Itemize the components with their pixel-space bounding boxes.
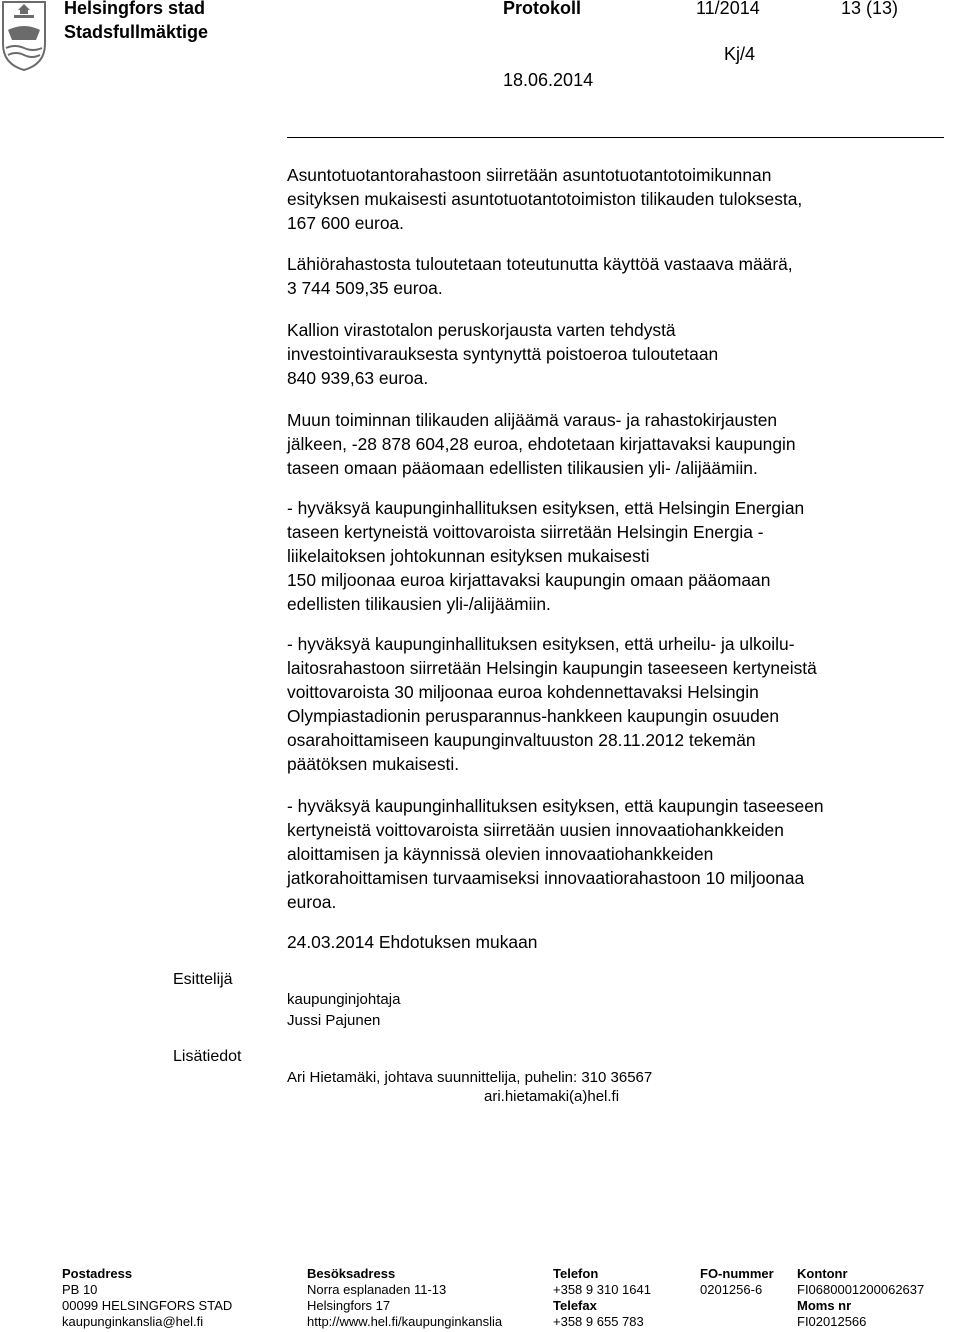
doc-number: 11/2014: [696, 0, 760, 18]
footer-text: 00099 HELSINGFORS STAD: [62, 1298, 233, 1313]
paragraph-kallio: [287, 318, 927, 390]
page-number: 13 (13): [841, 0, 899, 18]
text-line: osarahoittamiseen kaupunginvaltuuston 28.11.2012 tekemän: [287, 730, 756, 750]
footer-heading: Besöksadress: [307, 1266, 396, 1281]
text-line: 150 miljoonaa euroa kirjattavaksi kaupungin omaan pääomaan: [287, 570, 771, 590]
org-body: Stadsfullmäktige: [64, 22, 209, 42]
presenter-title: kaupunginjohtaja: [287, 991, 401, 1008]
footer-web-link[interactable]: http://www.hel.fi/kaupunginkanslia: [307, 1314, 503, 1329]
text-line: taseen omaan pääomaan edellisten tilikausien yli- /alijäämiin.: [287, 458, 758, 478]
case-ref: Kj/4: [724, 44, 756, 64]
paragraph-housing-fund: [287, 163, 927, 235]
text-line: laitosrahastoon siirretään Helsingin kaupungin taseeseen kertyneistä: [287, 658, 817, 678]
footer-text: FI0680001200062637: [797, 1282, 925, 1297]
decision-date: [287, 930, 927, 954]
footer-heading: Kontonr: [797, 1266, 848, 1281]
footer-postal: [62, 1266, 232, 1330]
footer-text: 0201256-6: [700, 1282, 763, 1297]
header-divider: [287, 137, 944, 138]
footer-fo: [700, 1266, 774, 1298]
footer-heading: Moms nr: [797, 1298, 852, 1313]
text-line: Lähiörahastosta tuloutetaan toteutunutta käyttöä vastaava määrä,: [287, 254, 793, 274]
text-line: voittovaroista 30 miljoonaa euroa kohdennettavaksi Helsingin: [287, 682, 759, 702]
presenter-name: Jussi Pajunen: [287, 1012, 381, 1029]
text-line: 840 939,63 euroa.: [287, 368, 429, 388]
footer-visit: [307, 1266, 502, 1330]
more-info-label: Lisätiedot: [173, 1048, 242, 1065]
footer-account: [797, 1266, 924, 1330]
text-line: taseen kertyneistä voittovaroista siirretään Helsingin Energia -: [287, 522, 764, 542]
text-line: kertyneistä voittovaroista siirretään uusien innovaatiohankkeiden: [287, 820, 784, 840]
text-line: esityksen mukaisesti asuntotuotantotoimiston tilikauden tuloksesta,: [287, 189, 803, 209]
helsinki-crest-icon: [0, 0, 48, 72]
footer-heading: FO-nummer: [700, 1266, 774, 1281]
paragraph-stadium: [287, 632, 927, 776]
text-line: jatkorahoittamisen turvaamiseksi innovaatiorahastoon 10 miljoonaa: [287, 868, 805, 888]
text-line: euroa.: [287, 892, 337, 912]
text-line: - hyväksyä kaupunginhallituksen esityksen, että Helsingin Energian: [287, 498, 805, 518]
footer-text: PB 10: [62, 1282, 98, 1297]
text-line: aloittamisen ja käynnissä olevien innovaatiohankkeiden: [287, 844, 714, 864]
text-line: päätöksen mukaisesti.: [287, 754, 460, 774]
meeting-date: 18.06.2014: [503, 70, 594, 90]
footer-text: FI02012566: [797, 1314, 867, 1329]
text-line: Olympiastadionin perusparannus-hankkeen kaupungin osuuden: [287, 706, 780, 726]
contact-person: Ari Hietamäki, johtava suunnittelija, puhelin: 310 36567: [287, 1069, 653, 1086]
doc-type: Protokoll: [503, 0, 582, 18]
text-line: - hyväksyä kaupunginhallituksen esityksen, että urheilu- ja ulkoilu-: [287, 634, 795, 654]
footer-heading: Postadress: [62, 1266, 133, 1281]
footer-text: Helsingfors 17: [307, 1298, 391, 1313]
footer-phone: [553, 1266, 651, 1330]
text-line: 167 600 euroa.: [287, 213, 405, 233]
footer-heading: Telefax: [553, 1298, 597, 1313]
paragraph-innovation: [287, 794, 927, 914]
text-line: Muun toiminnan tilikauden alijäämä varaus- ja rahastokirjausten: [287, 410, 778, 430]
footer-text: +358 9 655 783: [553, 1314, 644, 1329]
paragraph-deficit: [287, 408, 927, 480]
footer-text: Norra esplanaden 11-13: [307, 1282, 447, 1297]
presenter-label: Esittelijä: [173, 971, 233, 988]
footer-heading: Telefon: [553, 1266, 599, 1281]
text-line: investointivarauksesta syntynyttä poistoeroa tuloutetaan: [287, 344, 719, 364]
text-line: 3 744 509,35 euroa.: [287, 278, 443, 298]
org-city: Helsingfors stad: [64, 0, 206, 18]
text-line: Kallion virastotalon peruskorjausta varten tehdystä: [287, 320, 676, 340]
footer-text: +358 9 310 1641: [553, 1282, 651, 1297]
text-line: liikelaitoksen johtokunnan esityksen mukaisesti: [287, 546, 650, 566]
paragraph-suburb-fund: [287, 252, 927, 300]
text-line: 24.03.2014 Ehdotuksen mukaan: [287, 932, 538, 952]
text-line: jälkeen, -28 878 604,28 euroa, ehdotetaan kirjattavaksi kaupungin: [287, 434, 796, 454]
text-line: - hyväksyä kaupunginhallituksen esityksen, että kaupungin taseeseen: [287, 796, 824, 816]
text-line: Asuntotuotantorahastoon siirretään asuntotuotantotoimikunnan: [287, 165, 772, 185]
contact-email[interactable]: ari.hietamaki(a)hel.fi: [484, 1088, 620, 1105]
paragraph-energy: [287, 496, 927, 616]
text-line: edellisten tilikausien yli-/alijäämiin.: [287, 594, 551, 614]
footer-email-link[interactable]: kaupunginkanslia@hel.fi: [62, 1314, 204, 1329]
